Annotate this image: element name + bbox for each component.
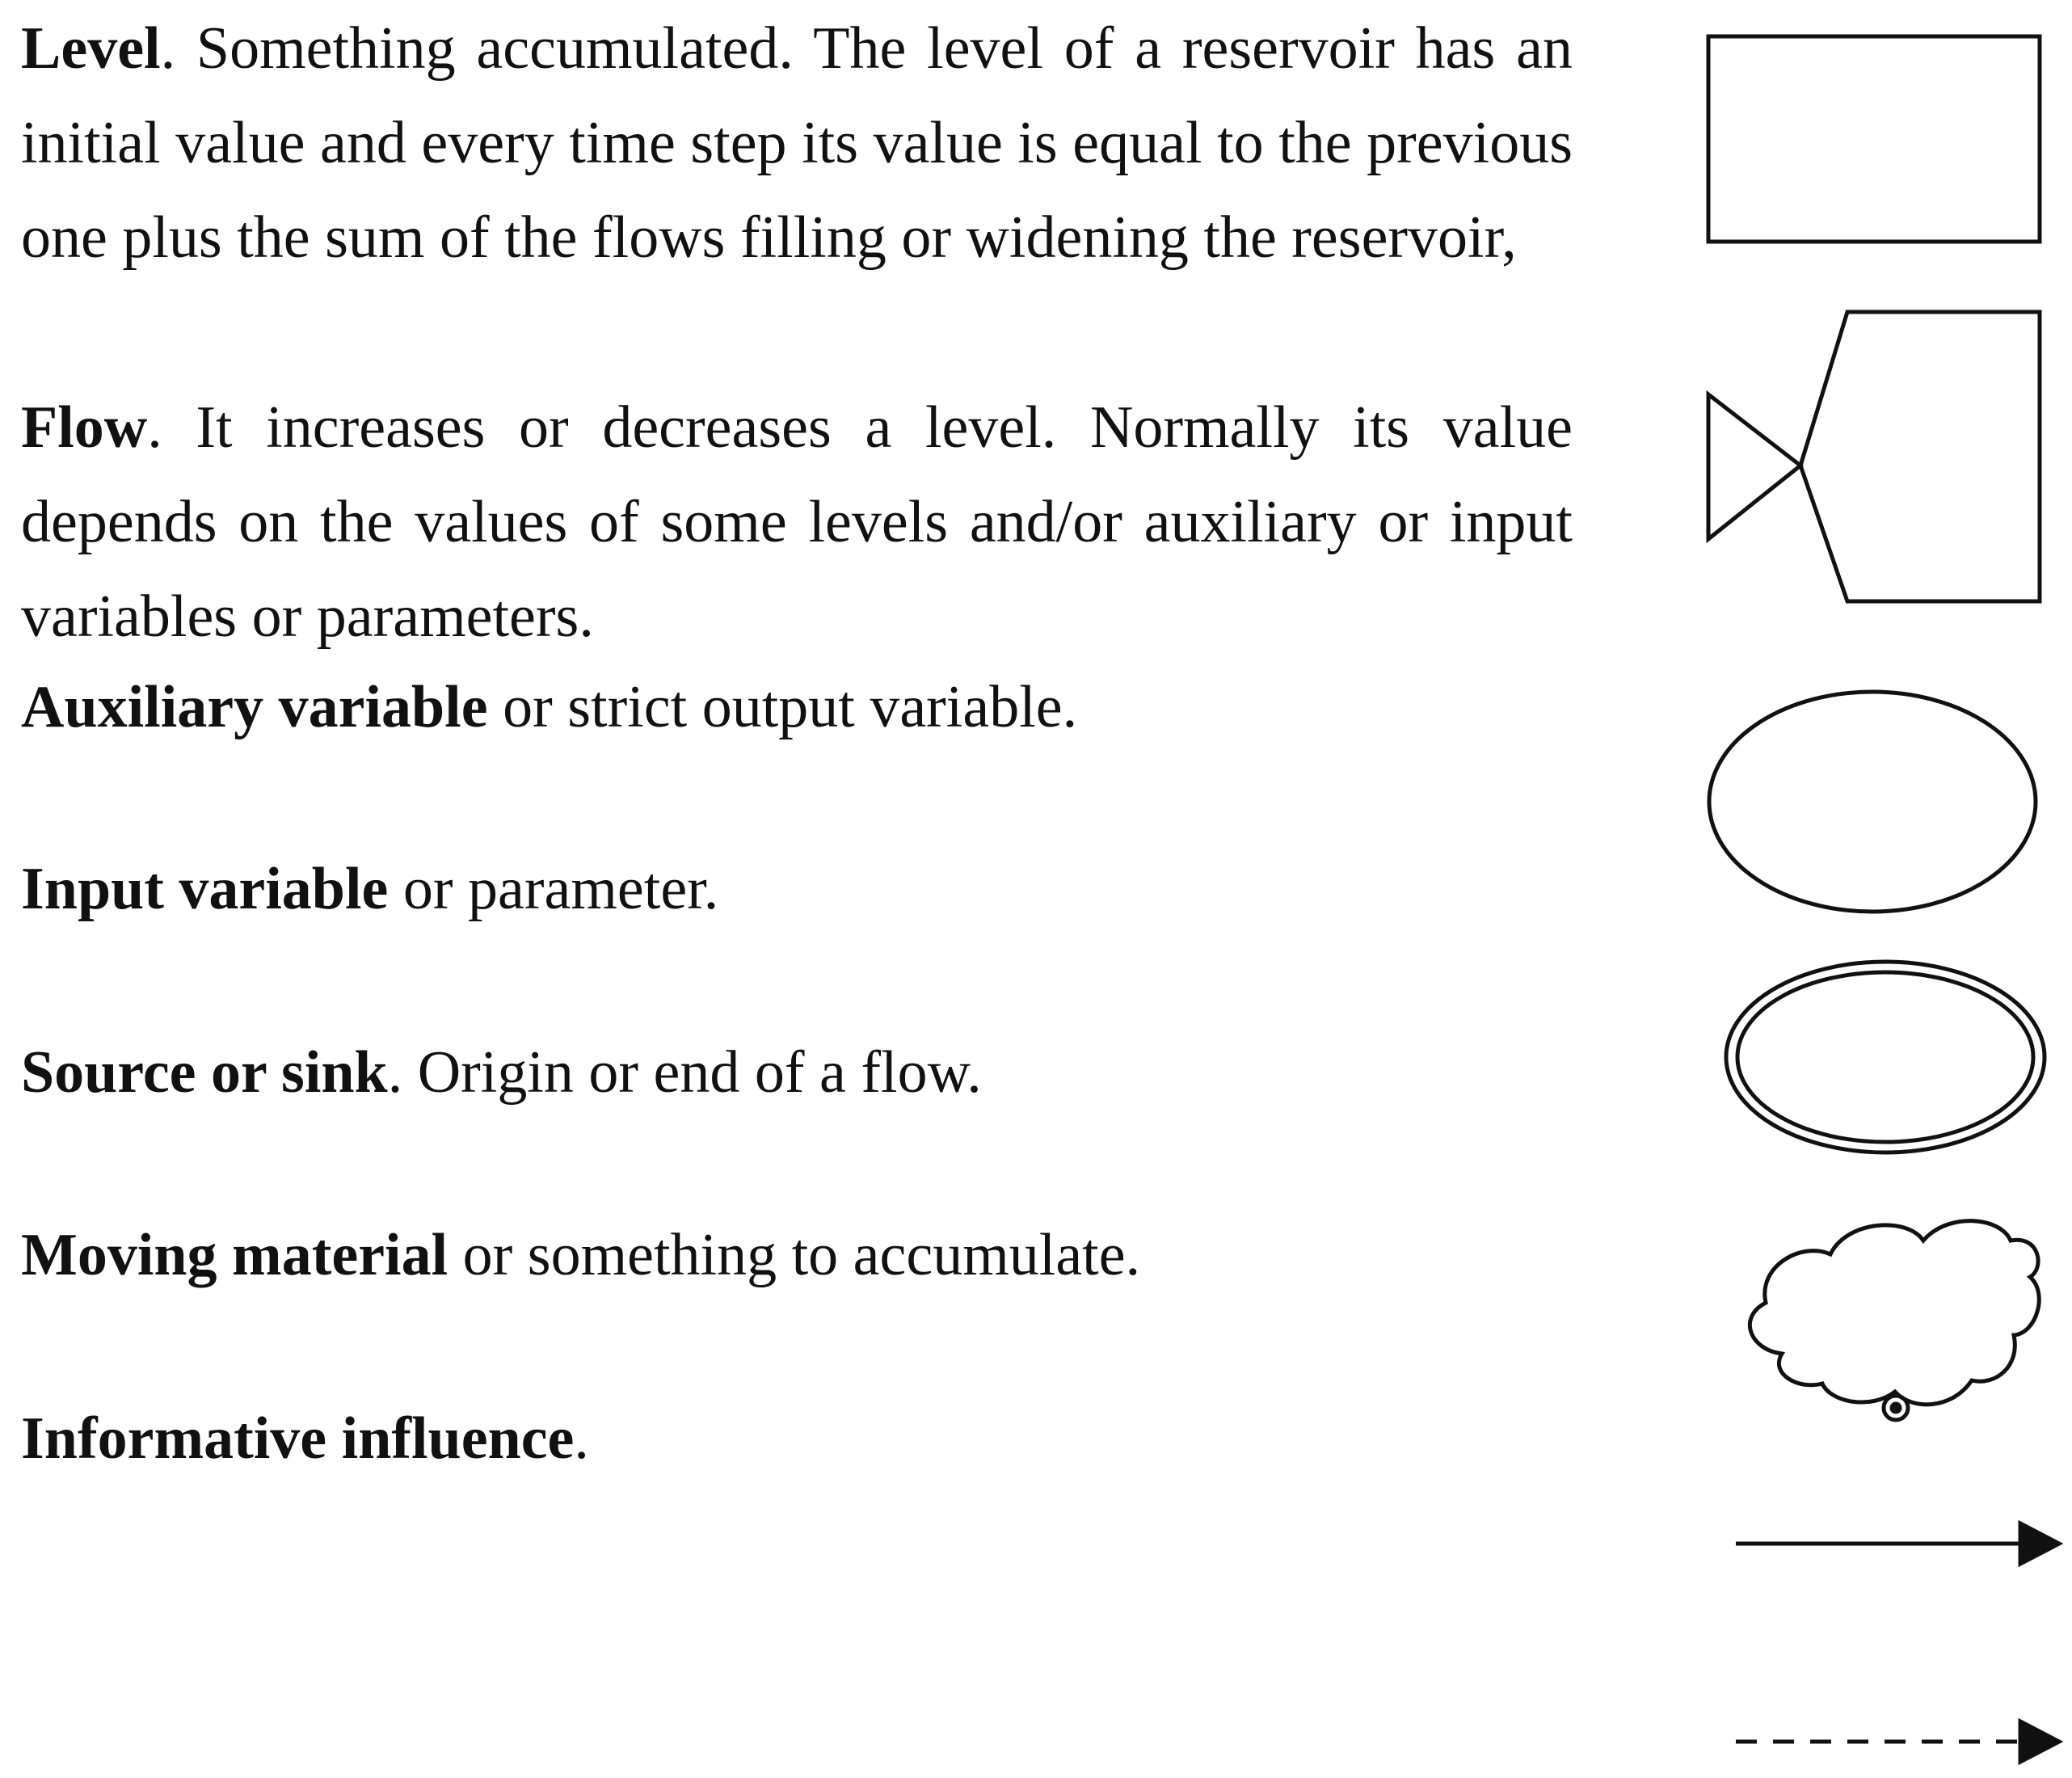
description-moving-material: or something to accumulate.: [448, 1222, 1141, 1288]
source-sink-cloud-icon: [1750, 1221, 2039, 1420]
term-level: Level: [21, 15, 161, 82]
auxiliary-ellipse-icon: [1709, 692, 2036, 912]
term-auxiliary-variable: Auxiliary variable: [21, 674, 488, 740]
description-input-variable: or parameter.: [388, 856, 719, 922]
description-source-or-sink: . Origin or end of a flow.: [387, 1039, 982, 1106]
term-moving-material: Moving material: [21, 1222, 449, 1288]
level-rectangle-icon: [1708, 36, 2040, 242]
term-input-variable: Input variable: [21, 856, 389, 922]
informative-influence-dashed-arrow-icon: [1736, 1721, 2059, 1762]
term-flow: Flow: [21, 394, 148, 461]
input-double-ellipse-icon: [1726, 962, 2045, 1152]
description-informative-influence: .: [574, 1405, 589, 1472]
term-source-or-sink: Source or sink: [21, 1039, 388, 1106]
description-auxiliary-variable: or strict output variable.: [487, 674, 1078, 740]
flow-valve-icon: [1708, 312, 2040, 601]
term-informative-influence: Informative influence: [21, 1405, 575, 1472]
moving-material-arrow-icon: [1736, 1523, 2059, 1564]
description-level: . Something accumulated. The level of a reservoir has an initial value and every time step its value is equal to the previous one plus the sum of the flows filling or widening the reservoir,: [21, 15, 1573, 271]
description-flow: . It increases or decreases a level. Normally its value depends on the values of some levels and/or auxiliary or input variables or parameters.: [21, 394, 1573, 650]
